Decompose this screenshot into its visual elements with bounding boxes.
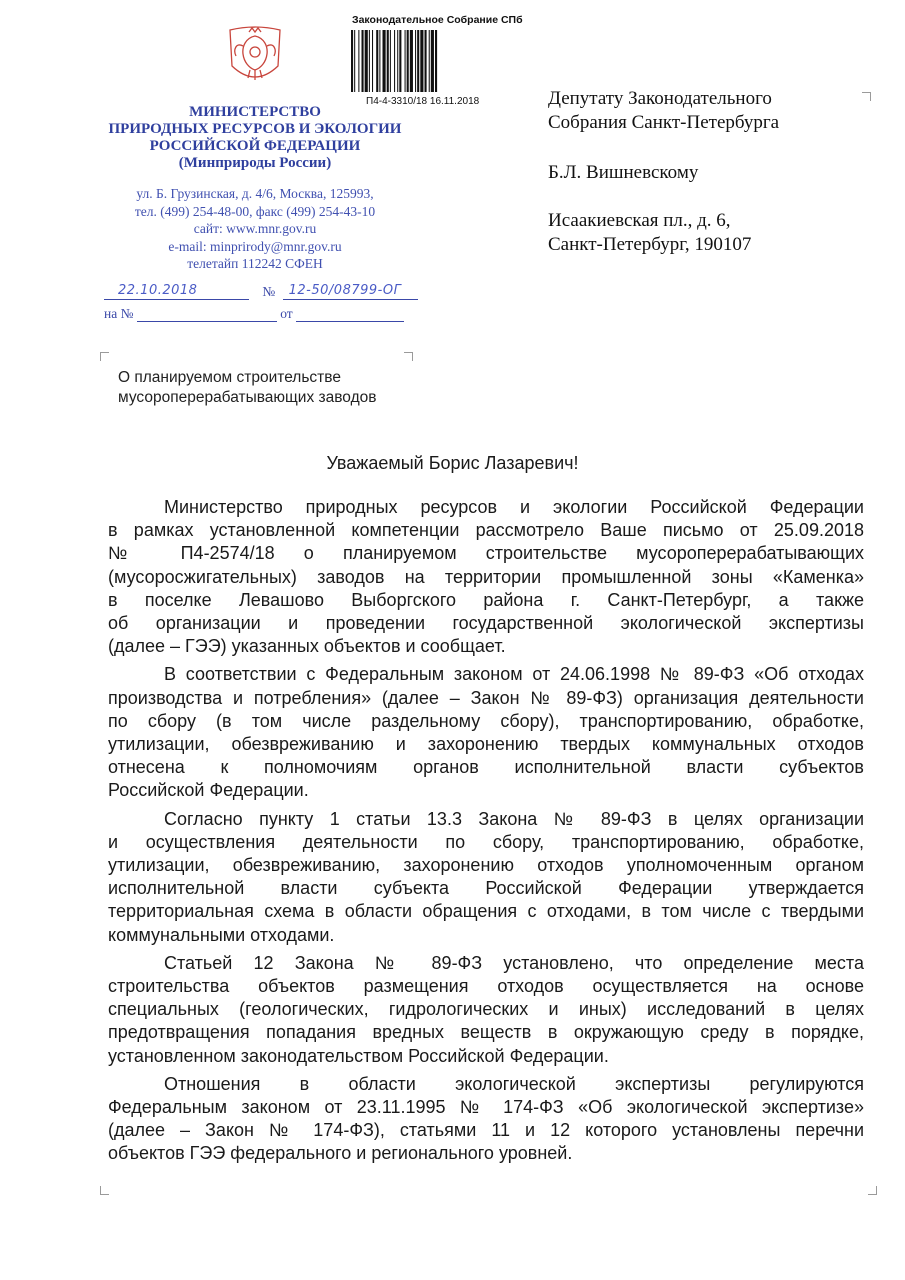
barcode-bar <box>435 30 437 92</box>
subject-line: О планируемом строительстве <box>118 369 341 386</box>
barcode-bar <box>417 30 419 92</box>
number-label: № <box>262 284 276 299</box>
ministry-address <box>95 185 415 273</box>
ministry-line: ПРИРОДНЫХ РЕСУРСОВ И ЭКОЛОГИИ <box>108 121 402 137</box>
reply-to-label: на № <box>104 306 134 321</box>
outgoing-line <box>104 284 418 300</box>
reply-line <box>104 306 404 322</box>
body-line: установленном законодательством Российской Федерации. <box>108 1045 609 1066</box>
body-line: и осуществления деятельности по сбору, транспортированию, обработке, <box>108 831 864 852</box>
registration-number: П4-4-3310/18 16.11.2018 <box>366 96 480 107</box>
body-paragraph <box>108 952 864 1068</box>
body-paragraph <box>108 496 864 658</box>
body-line: Согласно пункту 1 статьи 13.3 Закона № 89-ФЗ в целях организации <box>164 808 864 829</box>
barcode-bar <box>420 30 423 92</box>
body-line: Российской Федерации. <box>108 780 309 801</box>
barcode-bar <box>394 30 395 92</box>
addressee-block <box>548 87 868 257</box>
body-line: в поселке Левашово Выборгского района г. Санкт-Петербург, а также <box>108 589 864 610</box>
corner-mark <box>868 1186 877 1195</box>
teletype-line: телетайп 112242 СФЕН <box>187 256 323 271</box>
body-line: Статьей 12 Закона № 89-ФЗ установлено, что определение места <box>164 952 864 973</box>
salutation: Уважаемый Борис Лазаревич! <box>326 453 579 473</box>
barcode-bar <box>429 30 430 92</box>
from-label: от <box>280 306 293 321</box>
barcode-bar <box>425 30 427 92</box>
body-line: № П4-2574/18 о планируемом строительстве мусороперерабатывающих <box>108 543 864 564</box>
body-line: утилизации, обезвреживанию и захоронению твердых коммунальных отходов <box>108 734 864 755</box>
barcode-bar <box>390 30 391 92</box>
addressee-street: Исаакиевская пл., д. 6, <box>548 210 731 231</box>
letter-body <box>108 496 864 1171</box>
body-line: (далее – ГЭЭ) указанных объектов и сообщает. <box>108 636 506 657</box>
barcode-icon <box>350 30 496 92</box>
addressee-city: Санкт-Петербург, 190107 <box>548 234 752 255</box>
body-line: производства и потребления» (далее – Закон № 89-ФЗ) организация деятельности <box>108 687 864 708</box>
barcode-bar <box>372 30 373 92</box>
body-line: утилизации, обезвреживанию, захоронению отходов уполномоченным органом <box>108 855 864 876</box>
state-emblem-icon <box>222 20 288 92</box>
subject <box>118 368 418 408</box>
address-line: ул. Б. Грузинская, д. 4/6, Москва, 125993, <box>136 186 374 201</box>
ministry-name <box>95 104 415 172</box>
barcode-bar <box>405 30 406 92</box>
body-line: строительства объектов размещения отходов осуществляется на основе <box>108 976 864 997</box>
barcode-bar <box>351 30 353 92</box>
body-line: Министерство природных ресурсов и экологии Российской Федерации <box>164 497 864 517</box>
body-line: Федеральным законом от 23.11.1995 № 174-ФЗ «Об экологической экспертизе» <box>108 1097 864 1118</box>
subject-line: мусороперерабатывающих заводов <box>118 389 377 406</box>
corner-mark <box>404 352 413 361</box>
body-line: Отношения в области экологической экспертизы регулируются <box>164 1073 864 1094</box>
barcode-bar <box>362 30 364 92</box>
body-line: по сбору (в том числе раздельному сбору), транспортированию, обработке, <box>108 710 864 731</box>
barcode-bar <box>369 30 370 92</box>
phone-line: тел. (499) 254-48-00, факс (499) 254-43-10 <box>134 203 376 219</box>
website-line: сайт: www.mnr.gov.ru <box>193 221 317 236</box>
ministry-line: МИНИСТЕРСТВО <box>189 104 321 120</box>
barcode-bar <box>354 30 355 92</box>
body-line: исполнительной власти субъекта Российской Федерации утверждается <box>108 878 864 899</box>
body-line: отнесена к полномочиям органов исполнительной власти субъектов <box>108 757 864 778</box>
outgoing-number: 12-50/08799-ОГ <box>288 283 402 298</box>
outgoing-date-field <box>104 284 249 300</box>
addressee-title-line: Собрания Санкт-Петербурга <box>548 112 780 133</box>
body-line: предотвращения попадания вредных веществ в окружающую среду в порядке, <box>108 1022 864 1043</box>
body-line: об организации и проведении государственной экологической экспертизы <box>108 613 864 634</box>
barcode-bar <box>415 30 416 92</box>
body-line: (мусоросжигательных) заводов на территории промышленной зоны «Каменка» <box>108 566 864 587</box>
barcode-bar <box>365 30 368 92</box>
barcode-bar <box>387 30 389 92</box>
reply-number-field <box>137 306 277 322</box>
barcode-bar <box>383 30 386 92</box>
barcode-bar <box>399 30 401 92</box>
body-line: коммунальными отходами. <box>108 924 335 945</box>
body-paragraph <box>108 663 864 802</box>
email-line: e-mail: minprirody@mnr.gov.ru <box>168 238 342 254</box>
body-paragraph <box>108 1073 864 1166</box>
barcode-bar <box>410 30 413 92</box>
body-line: в рамках установленной компетенции рассмотрело Ваше письмо от 25.09.2018 <box>108 520 864 541</box>
body-paragraph <box>108 808 864 947</box>
corner-mark <box>862 92 871 101</box>
barcode-bar <box>358 30 359 92</box>
body-line: объектов ГЭЭ федерального и регионального уровней. <box>108 1143 573 1164</box>
reply-date-field <box>296 306 404 322</box>
addressee-name: Б.Л. Вишневскому <box>548 162 699 183</box>
corner-mark <box>100 352 109 361</box>
body-line: (далее – Закон № 174-ФЗ), статьями 11 и 12 которого установлены перечни <box>108 1120 864 1141</box>
ministry-line: РОССИЙСКОЙ ФЕДЕРАЦИИ <box>149 138 361 154</box>
registration-org: Законодательное Собрание СПб <box>352 14 523 26</box>
barcode-bar <box>379 30 380 92</box>
barcode-bar <box>376 30 378 92</box>
addressee-title-line: Депутату Законодательного <box>548 88 772 109</box>
ministry-short-name: (Минприроды России) <box>178 155 332 171</box>
barcode-bar <box>407 30 409 92</box>
body-line: территориальная схема в области обращения с отходами, в том числе с твердыми <box>108 901 864 922</box>
barcode-bar <box>397 30 398 92</box>
barcode-bar <box>431 30 434 92</box>
body-line: специальных (геологических, гидрологических и иных) исследований в целях <box>108 999 864 1020</box>
body-line: В соответствии с Федеральным законом от 24.06.1998 № 89-ФЗ «Об отходах <box>164 664 864 685</box>
corner-mark <box>100 1186 109 1195</box>
outgoing-number-field <box>283 284 418 300</box>
outgoing-date: 22.10.2018 <box>118 283 198 298</box>
